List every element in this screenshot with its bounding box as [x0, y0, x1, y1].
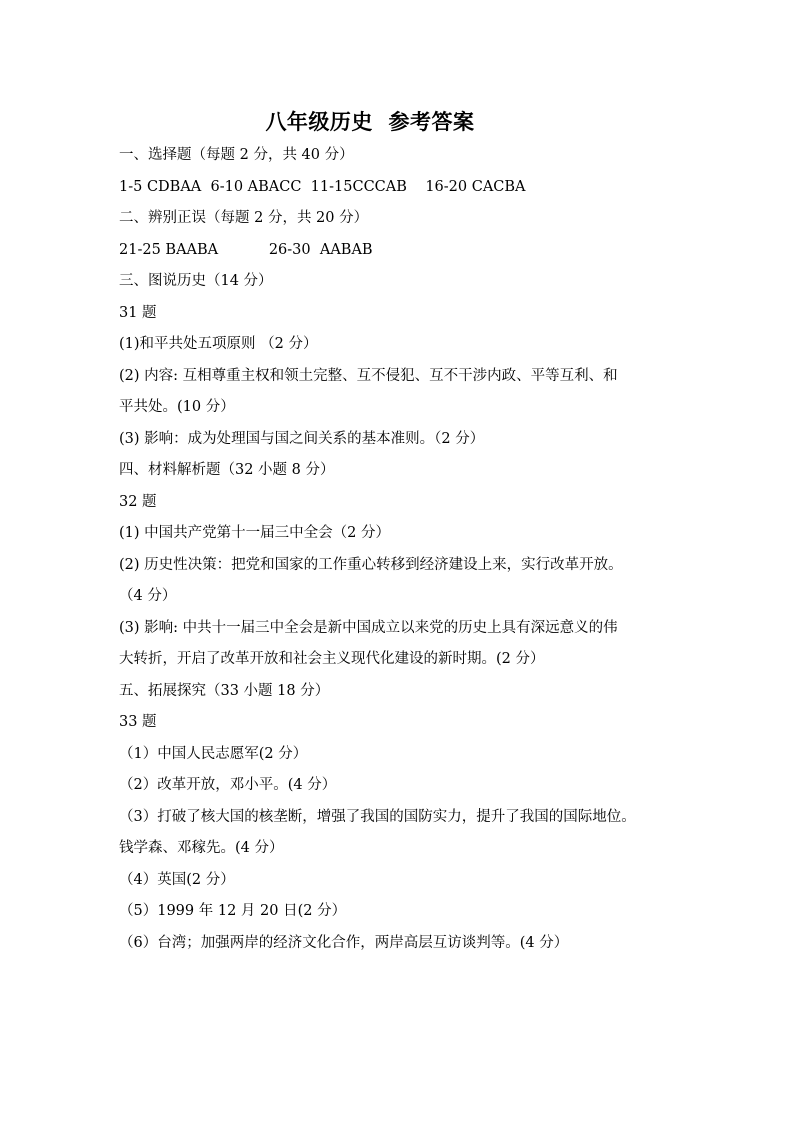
answer-line: (3) 影响: 中共十一届三中全会是新中国成立以来党的历史上具有深远意义的伟: [119, 619, 618, 636]
answer-line: (2) 历史性决策：把党和国家的工作重心转移到经济建设上来，实行改革开放。: [119, 556, 623, 573]
answer-line: (3) 影响：成为处理国与国之间关系的基本准则。（2 分）: [119, 430, 485, 447]
section-heading-choice: 一、选择题（每题 2 分，共 40 分）: [119, 147, 354, 163]
answer-line: (2) 内容: 互相尊重主权和领土完整、互不侵犯、互不干涉内政、平等互利、和: [119, 367, 618, 384]
answer-line: （4）英国(2 分）: [119, 871, 235, 888]
answer-line: （3）打破了核大国的核垄断，增强了我国的国防实力，提升了我国的国际地位。: [119, 808, 636, 825]
answer-line: 21-25 BAABA 26-30 AABAB: [119, 241, 373, 258]
answer-line: (1)和平共处五项原则 （2 分）: [119, 336, 318, 352]
answer-line: 1-5 CDBAA 6-10 ABACC 11-15CCCAB 16-20 CACBA: [119, 178, 526, 195]
answer-line: 大转折，开启了改革开放和社会主义现代化建设的新时期。(2 分）: [119, 651, 545, 667]
answer-line: （6）台湾；加强两岸的经济文化合作，两岸高层互访谈判等。(4 分）: [119, 934, 569, 951]
answer-line: 钱学森、邓稼先。(4 分）: [119, 840, 284, 856]
answer-line: （2）改革开放，邓小平。(4 分）: [119, 777, 337, 793]
answer-line: 平共处。(10 分）: [119, 399, 235, 415]
answer-line: （1）中国人民志愿军(2 分）: [119, 745, 308, 762]
question-number: 33 题: [119, 714, 157, 730]
question-number: 32 题: [119, 493, 157, 510]
question-number: 31 题: [119, 304, 157, 321]
answer-line: (1) 中国共产党第十一届三中全会（2 分）: [119, 525, 390, 541]
answer-line: （5）1999 年 12 月 20 日(2 分）: [119, 903, 347, 919]
page-title: 八年级历史 参考答案: [265, 110, 475, 134]
answer-lines: [119, 140, 689, 959]
section-heading-material: 四、材料解析题（32 小题 8 分）: [119, 462, 335, 478]
section-heading-true-false: 二、辨别正误（每题 2 分，共 20 分）: [119, 210, 369, 226]
answer-line: （4 分）: [119, 588, 177, 604]
section-heading-explore: 五、拓展探究（33 小题 18 分）: [119, 682, 330, 699]
section-heading-picture: 三、图说历史（14 分）: [119, 273, 273, 289]
